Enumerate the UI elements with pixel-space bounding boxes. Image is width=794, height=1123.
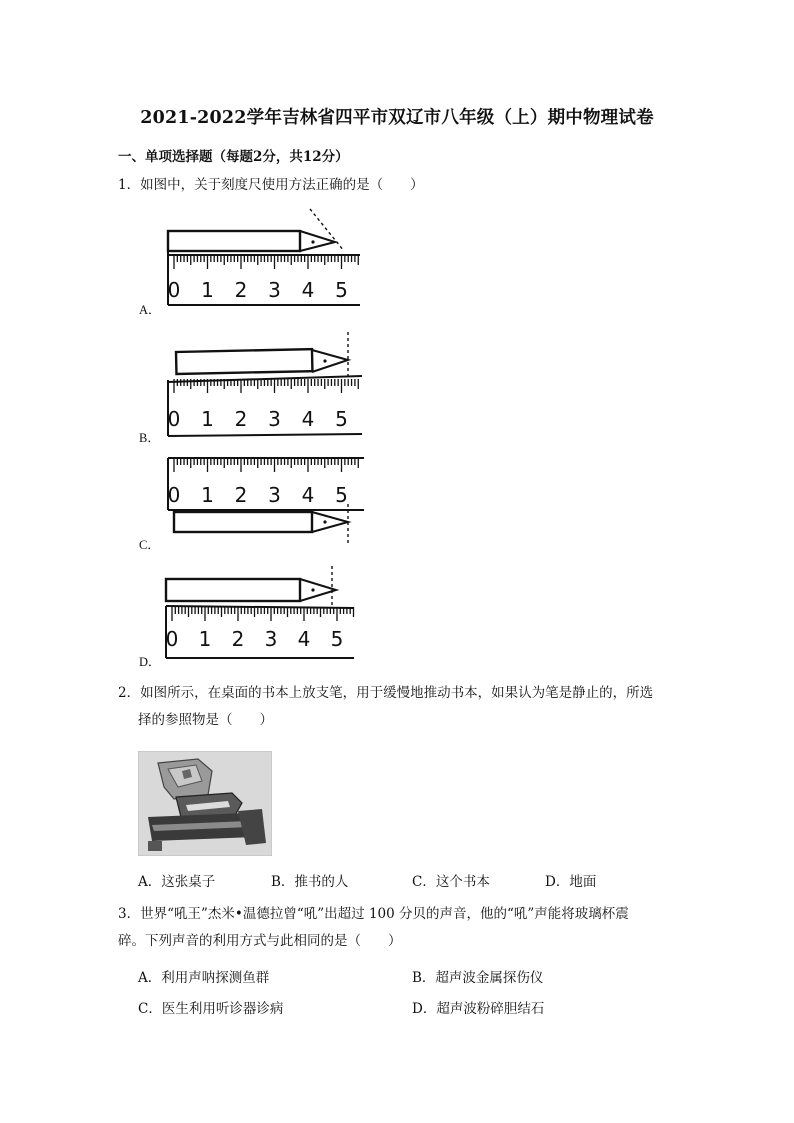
ruler-number: 2 — [234, 483, 248, 507]
question-3-options-row-1 — [138, 966, 698, 988]
ruler-number: 3 — [264, 627, 278, 651]
ruler-number: 0 — [165, 627, 179, 651]
q2-option-d[interactable]: D．地面 — [545, 874, 597, 890]
ruler-number: 4 — [301, 278, 315, 302]
book-pen-photo — [138, 751, 272, 856]
ruler-figure-d — [160, 566, 370, 676]
ruler-number: 1 — [198, 627, 212, 651]
ruler-number: 4 — [297, 627, 311, 651]
ruler-number: 4 — [301, 483, 315, 507]
ruler-number: 3 — [268, 278, 281, 302]
question-2-stem — [118, 680, 678, 734]
ruler-number: 5 — [335, 407, 348, 431]
option-c-label: C． — [139, 538, 160, 552]
ruler-number: 5 — [330, 627, 344, 651]
ruler-number: 5 — [335, 278, 348, 302]
ruler-number: 2 — [231, 627, 245, 651]
question-2-line-1: 2．如图所示，在桌面的书本上放支笔，用于缓慢地推动书本，如果认为笔是静止的，所选 — [118, 685, 654, 701]
ruler-number: 2 — [234, 278, 248, 302]
ruler-number: 5 — [335, 483, 348, 507]
ruler-ticks-d — [172, 607, 354, 621]
ruler-number: 0 — [167, 483, 181, 507]
q3-option-a[interactable]: A．利用声呐探测鱼群 — [138, 970, 270, 986]
question-3-line-2: 碎。下列声音的利用方式与此相同的是（ ） — [118, 933, 402, 949]
ruler-figure-c — [160, 452, 370, 562]
ruler-ticks-c — [174, 458, 358, 472]
ruler-number: 1 — [201, 483, 214, 507]
question-2-line-2: 择的参照物是（ ） — [138, 712, 273, 728]
ruler-number: 1 — [201, 278, 214, 302]
ruler-number: 0 — [167, 278, 181, 302]
option-b-label: B． — [139, 431, 160, 445]
question-3-stem — [118, 901, 678, 955]
ruler-ticks-a — [174, 255, 358, 269]
question-1-stem: 1．如图中，关于刻度尺使用方法正确的是（ ） — [118, 177, 424, 193]
ruler-number: 3 — [268, 483, 281, 507]
question-3-options-row-2 — [138, 997, 698, 1019]
ruler-number: 0 — [167, 407, 181, 431]
q2-option-a[interactable]: A．这张桌子 — [138, 874, 216, 890]
option-d-label: D． — [139, 655, 161, 669]
option-a-label: A． — [139, 303, 161, 317]
ruler-number: 3 — [268, 407, 281, 431]
ruler-figure-a — [160, 205, 370, 315]
question-3-line-1: 3．世界“吼王”杰米•温德拉曾“吼”出超过 100 分贝的声音，他的“吼”声能将玻璃杯震 — [118, 906, 629, 922]
ruler-number: 2 — [234, 407, 248, 431]
ruler-number: 1 — [201, 407, 214, 431]
exam-title: 2021-2022学年吉林省四平市双辽市八年级（上）期中物理试卷 — [140, 108, 654, 128]
question-2-options — [138, 870, 658, 892]
q2-option-c[interactable]: C．这个书本 — [412, 874, 490, 890]
q3-option-d[interactable]: D．超声波粉碎胆结石 — [412, 1001, 545, 1017]
section-heading: 一、单项选择题（每题2分，共12分） — [118, 149, 349, 165]
q3-option-b[interactable]: B．超声波金属探伤仪 — [412, 970, 544, 986]
q2-option-b[interactable]: B．推书的人 — [271, 874, 349, 890]
ruler-number: 4 — [301, 407, 315, 431]
q3-option-c[interactable]: C．医生利用听诊器诊病 — [138, 1001, 284, 1017]
ruler-figure-b — [160, 330, 370, 440]
